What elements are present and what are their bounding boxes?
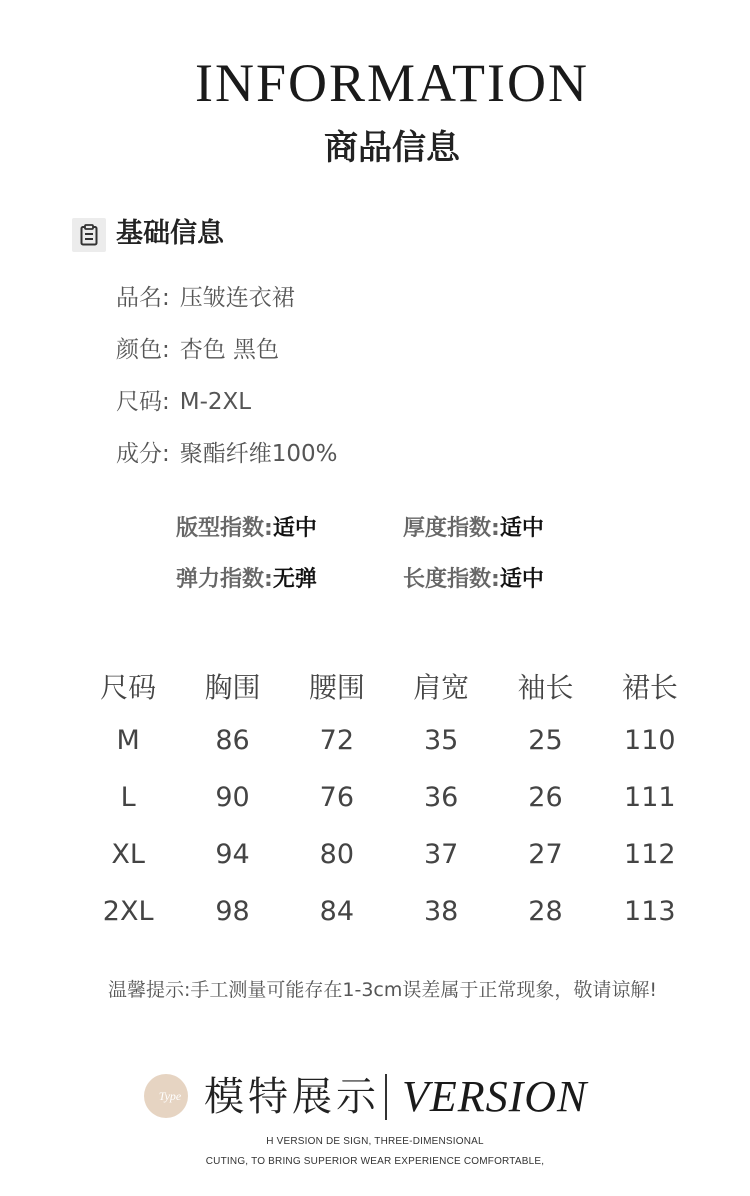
table-cell: 72 <box>319 725 354 756</box>
header-cell: 肩宽 <box>413 671 470 704</box>
table-cell: 113 <box>624 896 676 927</box>
model-title-en: VERSION <box>402 1072 588 1121</box>
info-row-color <box>116 333 279 367</box>
info-row-size <box>116 385 251 419</box>
type-badge <box>144 1074 188 1118</box>
info-label: 颜色: <box>116 337 170 363</box>
info-value: 聚酯纤维100% <box>179 441 338 467</box>
index-value: 适中 <box>272 516 317 541</box>
info-row-material <box>116 437 338 471</box>
type-badge-label: Type <box>158 1089 182 1103</box>
size-table-header <box>76 660 702 712</box>
table-cell: 27 <box>528 839 563 870</box>
title-divider <box>385 1074 387 1120</box>
info-label: 尺码: <box>116 389 170 415</box>
index-fit <box>176 513 317 545</box>
page-title-cn: 商品信息 <box>324 128 460 168</box>
index-elasticity <box>176 564 317 596</box>
header-cell: 腰围 <box>308 671 365 704</box>
header-cell: 裙长 <box>621 671 678 704</box>
table-cell: 98 <box>215 896 250 927</box>
section-title-basic-info: 基础信息 <box>116 218 224 249</box>
info-value: 压皱连衣裙 <box>179 285 295 311</box>
page-title-en: INFORMATION <box>194 53 589 113</box>
index-value: 无弹 <box>272 567 317 592</box>
table-cell: 38 <box>423 896 459 927</box>
index-label: 长度指数: <box>403 567 500 592</box>
info-label: 品名: <box>116 285 170 311</box>
table-cell: 35 <box>423 725 459 756</box>
header-cell: 胸围 <box>204 671 261 704</box>
table-cell: 94 <box>215 839 250 870</box>
table-cell: 26 <box>528 782 563 813</box>
table-cell: M <box>116 725 140 756</box>
index-length <box>403 564 544 596</box>
clipboard-icon <box>72 218 106 252</box>
footer-line-2: CUTING, TO BRING SUPERIOR WEAR EXPERIENCE COMFORTABLE, <box>205 1156 545 1167</box>
info-row-name <box>116 281 295 315</box>
info-value: 杏色 黑色 <box>179 337 280 363</box>
model-title-cn: 模特展示 <box>204 1074 380 1120</box>
table-cell: 86 <box>215 725 250 756</box>
measurement-notice: 温馨提示:手工测量可能存在1-3cm误差属于正常现象，敬请谅解! <box>108 979 658 1001</box>
info-label: 成分: <box>116 441 170 467</box>
table-cell: 111 <box>624 782 676 813</box>
table-cell: 110 <box>624 725 676 756</box>
table-cell: 90 <box>215 782 250 813</box>
index-label: 厚度指数: <box>403 516 500 541</box>
table-cell: 28 <box>528 896 563 927</box>
table-cell: 25 <box>528 725 563 756</box>
index-label: 弹力指数: <box>176 567 273 592</box>
index-label: 版型指数: <box>176 516 273 541</box>
info-value: M-2XL <box>179 389 252 415</box>
table-cell: 2XL <box>102 896 154 927</box>
table-row <box>76 826 702 883</box>
table-cell: 80 <box>319 839 354 870</box>
header-cell: 尺码 <box>100 671 157 704</box>
header-cell: 袖长 <box>517 671 574 704</box>
table-cell: 76 <box>319 782 354 813</box>
table-row <box>76 769 702 826</box>
table-cell: 37 <box>423 839 459 870</box>
table-row <box>76 883 702 940</box>
index-thickness <box>403 513 544 545</box>
table-row <box>76 712 702 769</box>
table-cell: 84 <box>319 896 354 927</box>
table-cell: L <box>120 782 136 813</box>
index-value: 适中 <box>499 516 544 541</box>
table-cell: 112 <box>624 839 676 870</box>
table-cell: 36 <box>423 782 459 813</box>
footer-line-1: H VERSION DE SIGN, THREE-DIMENSIONAL <box>266 1136 484 1147</box>
table-cell: XL <box>111 839 145 870</box>
index-value: 适中 <box>499 567 544 592</box>
size-table <box>76 660 702 940</box>
